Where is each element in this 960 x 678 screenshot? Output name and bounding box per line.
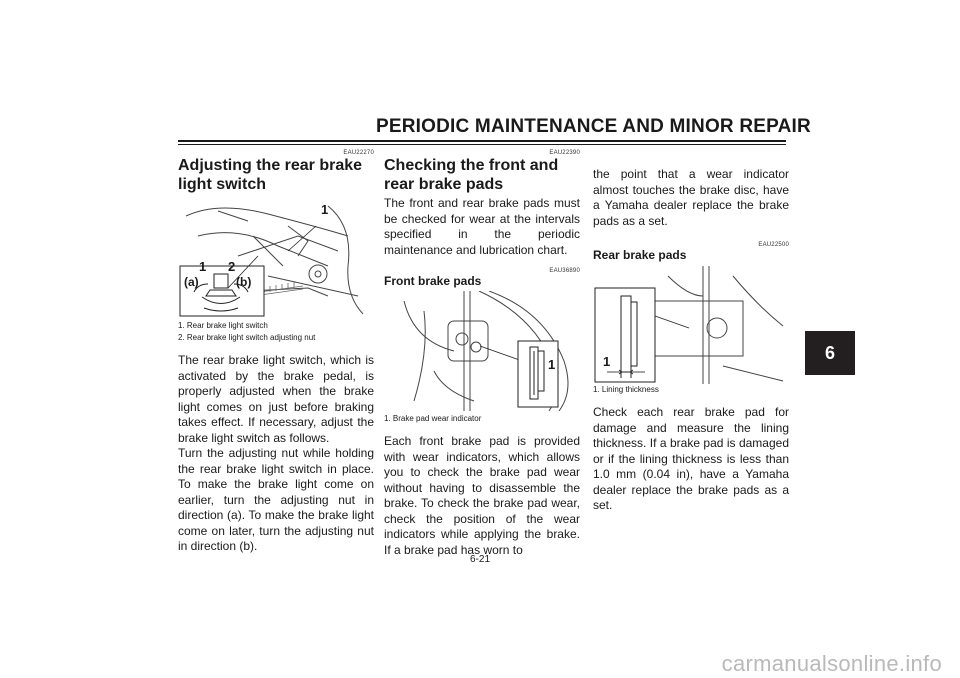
column-right [593,167,789,514]
direction-b-label: (b) [236,275,252,289]
figure-front-brake-pads [384,291,580,411]
section-code: EAU36890 [549,268,580,274]
column-left [178,150,374,555]
header-rule-thin [178,144,786,145]
rear-switch-illustration [178,196,374,318]
caption-line-1: 1. Rear brake light switch [178,321,268,330]
header-rule [178,140,786,142]
rear-pad-illustration [593,266,789,384]
figure-rear-brake-light-switch [178,196,374,318]
paragraph-rear-pads: Check each rear brake pad for damage and measure the lining thickness. If a brake pad is damaged or if the lining thickness is less than 1.0 mm (0.04 in), have a Yamaha dealer replace the brake pads as a set. [593,405,789,512]
callout-1: 1 [603,354,611,369]
section-title-front-pads: Front brake pads [384,274,482,288]
section-title-check-pads: Checking the front and rear brake pads [384,157,559,193]
section-title-rear-switch: Adjusting the rear brake light switch [178,157,363,193]
paragraph-front-pads-continued: the point that a wear indicator almost touches the brake disc, have a Yamaha dealer replace the brake pads as a set. [593,167,789,228]
figure-rear-brake-pads [593,266,789,384]
watermark: carmanualsonline.info [721,651,942,676]
paragraph-check-pads: The front and rear brake pads must be checked for wear at the intervals specified in the periodic maintenance and lubrication chart. [384,196,580,257]
caption-line-1: 1. Lining thickness [593,385,659,394]
section-code: EAU22390 [549,150,580,156]
caption-line-1: 1. Brake pad wear indicator [384,414,482,423]
paragraph-1: The rear brake light switch, which is activated by the brake pedal, is properly adjusted when the brake light comes on just before braking takes effect. If necessary, adjust the brake light switch as follows. [178,353,374,445]
page-header-title: PERIODIC MAINTENANCE AND MINOR REPAIR [376,116,811,137]
section-code: EAU22270 [343,150,374,156]
paragraph-front-pads: Each front brake pad is provided with wear indicators, which allows you to check the brake pad wear without having to disassemble the brake. To check the brake pad wear, check the position of the wear indicators while applying the brake. If a brake pad has worn to [384,434,580,557]
caption-line-2: 2. Rear brake light switch adjusting nut [178,333,316,342]
front-pad-illustration [384,291,580,411]
section-code: EAU22500 [758,242,789,248]
callout-1: 1 [321,202,329,217]
column-middle [384,150,580,558]
page-number: 6-21 [469,554,490,565]
inset-callout-1: 1 [199,259,207,274]
callout-1: 1 [548,357,556,372]
paragraph-2: Turn the adjusting nut while holding the rear brake light switch in place. To make the brake light come on earlier, turn the adjusting nut in direction (a). To make the brake light come on later, turn the adjusting nut in direction (b). [178,446,374,553]
section-title-rear-pads: Rear brake pads [593,248,687,262]
chapter-tab[interactable]: 6 [805,331,855,375]
direction-a-label: (a) [184,275,199,289]
inset-callout-2: 2 [228,259,236,274]
